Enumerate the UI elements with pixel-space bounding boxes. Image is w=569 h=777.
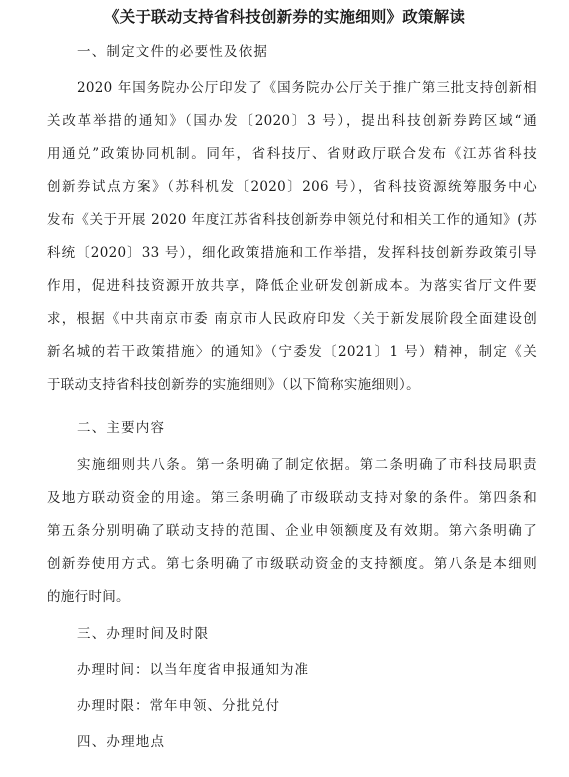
paragraph-1-line: 发布《关于开展 2020 年度江苏省科技创新券申领兑付和相关工作的通知》(苏 bbox=[47, 212, 537, 228]
section-2-heading: 二、主要内容 bbox=[77, 420, 166, 436]
paragraph-1-line: 2020 年国务院办公厅印发了《国务院办公厅关于推广第三批支持创新相 bbox=[77, 80, 537, 96]
paragraph-2-line: 第五条分别明确了联动支持的范围、企业申领额度及有效期。第六条明确了 bbox=[47, 523, 537, 539]
handling-limit: 办理时限：常年申领、分批兑付 bbox=[77, 698, 280, 714]
paragraph-1-line: 用通兑”政策协同机制。同年，省科技厅、省财政厅联合发布《江苏省科技 bbox=[47, 146, 537, 162]
paragraph-1-line: 于联动支持省科技创新券的实施细则》（以下简称实施细则）。 bbox=[47, 377, 420, 393]
paragraph-1-line: 科统〔2020〕33 号），细化政策措施和工作举措，发挥科技创新券政策引导 bbox=[47, 245, 537, 261]
paragraph-2-line: 及地方联动资金的用途。第三条明确了市级联动支持对象的条件。第四条和 bbox=[47, 490, 537, 506]
handling-time: 办理时间：以当年度省申报通知为准 bbox=[77, 662, 309, 678]
paragraph-2-line: 的施行时间。 bbox=[47, 589, 130, 605]
document-title: 《关于联动支持省科技创新券的实施细则》政策解读 bbox=[103, 8, 466, 26]
paragraph-1-line: 求，根据《中共南京市委 南京市人民政府印发〈关于新发展阶段全面建设创 bbox=[47, 311, 537, 327]
paragraph-2-line: 实施细则共八条。第一条明确了制定依据。第二条明确了市科技局职责 bbox=[77, 457, 537, 473]
paragraph-1-line: 新名城的若干政策措施〉的通知》（宁委发〔2021〕1 号）精神，制定《关 bbox=[47, 344, 537, 360]
paragraph-1-line: 创新券试点方案》（苏科机发〔2020〕206 号），省科技资源统筹服务中心 bbox=[47, 179, 537, 195]
section-4-heading: 四、办理地点 bbox=[77, 734, 166, 750]
section-3-heading: 三、办理时间及时限 bbox=[77, 626, 210, 642]
paragraph-2-line: 创新券使用方式。第七条明确了市级联动资金的支持额度。第八条是本细则 bbox=[47, 556, 537, 572]
paragraph-1-line: 作用，促进科技资源开放共享，降低企业研发创新成本。为落实省厅文件要 bbox=[47, 278, 537, 294]
paragraph-1-line: 关改革举措的通知》（国办发〔2020〕3 号），提出科技创新券跨区域“通 bbox=[47, 113, 537, 129]
section-1-heading: 一、制定文件的必要性及依据 bbox=[77, 44, 269, 60]
